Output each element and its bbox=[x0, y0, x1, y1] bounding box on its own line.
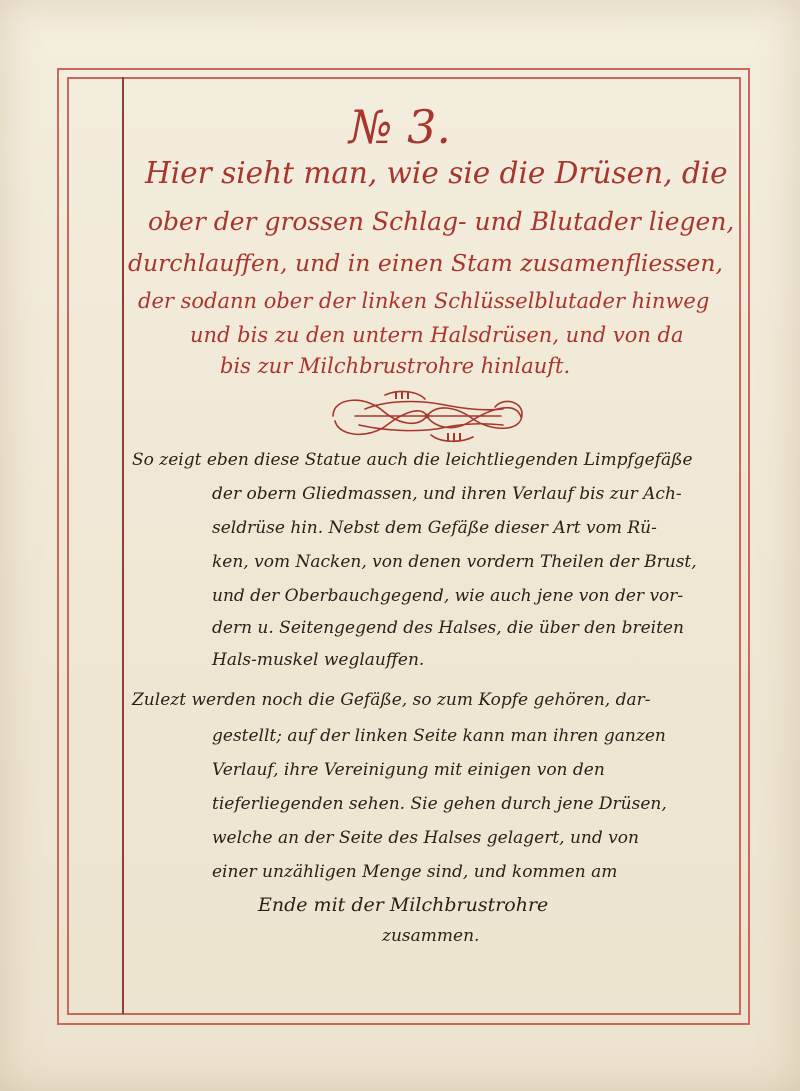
title-line: ober der grossen Schlag- und Blutader liegen, bbox=[148, 207, 735, 236]
border-rule-top-inner bbox=[67, 77, 741, 79]
paragraph-1-line: ken, vom Nacken, von denen vordern Theilen der Brust, bbox=[212, 552, 697, 572]
paragraph-1-line: seldrüse hin. Nebst dem Gefäße dieser Art vom Rü- bbox=[212, 518, 657, 538]
paragraph-1-line: dern u. Seitengegend des Halses, die über den breiten bbox=[212, 618, 684, 638]
chapter-number: № 3. bbox=[348, 100, 452, 154]
paragraph-1-line: Hals-muskel weglauffen. bbox=[212, 650, 425, 670]
paragraph-1-line: und der Oberbauchgegend, wie auch jene von der vor- bbox=[212, 586, 684, 606]
border-rule-left-inner bbox=[67, 77, 69, 1014]
calligraphic-flourish-icon bbox=[325, 385, 530, 447]
paragraph-1-line: So zeigt eben diese Statue auch die leichtliegenden Limpfgefäße bbox=[132, 450, 693, 470]
paragraph-2-line: einer unzähligen Menge sind, und kommen am bbox=[212, 862, 618, 882]
title-line: durchlauffen, und in einen Stam zusamenfliessen, bbox=[128, 249, 723, 277]
border-rule-right-inner bbox=[739, 77, 741, 1014]
paragraph-2-line: Ende mit der Milchbrustrohre bbox=[258, 894, 549, 916]
paragraph-2-line: Verlauf, ihre Vereinigung mit einigen von den bbox=[212, 760, 605, 780]
border-rule-bottom-inner bbox=[67, 1013, 741, 1015]
border-rule-bottom-outer bbox=[57, 1023, 750, 1025]
border-rule-right-outer bbox=[748, 68, 750, 1024]
border-rule-left-outer bbox=[57, 68, 59, 1024]
margin-rule bbox=[122, 77, 124, 1014]
paragraph-2-line: Zulezt werden noch die Gefäße, so zum Kopfe gehören, dar- bbox=[132, 690, 651, 710]
paragraph-2-line: gestellt; auf der linken Seite kann man ihren ganzen bbox=[212, 726, 666, 746]
title-line: und bis zu den untern Halsdrüsen, und von da bbox=[190, 323, 684, 347]
border-rule-top-outer bbox=[57, 68, 750, 70]
paragraph-2-line: zusammen. bbox=[382, 926, 480, 946]
title-line: Hier sieht man, wie sie die Drüsen, die bbox=[145, 156, 728, 190]
paragraph-1-line: der obern Gliedmassen, und ihren Verlauf bis zur Ach- bbox=[212, 484, 682, 504]
title-line: bis zur Milchbrustrohre hinlauft. bbox=[220, 354, 571, 378]
title-line: der sodann ober der linken Schlüsselblutader hinweg bbox=[138, 289, 710, 313]
paragraph-2-line: tieferliegenden sehen. Sie gehen durch jene Drüsen, bbox=[212, 794, 667, 814]
paragraph-2-line: welche an der Seite des Halses gelagert, und von bbox=[212, 828, 639, 848]
